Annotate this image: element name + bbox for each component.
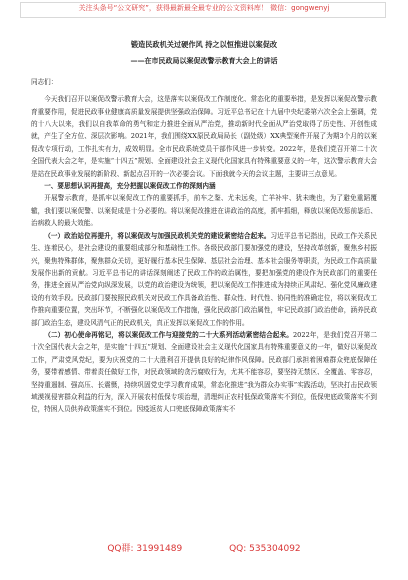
point1-body: 习近平总书记指出，民政工作关系民生、连着民心，是社会建设的重要组成部分和基础性工作。各级民政部门要加强党的建设，坚持改革创新，聚焦乡村振兴，聚焦特殊群体，聚焦群众关切，更好履行基本民生保障、基层社会治理、基本社会服务等职责，为民政工作高质量发展作出新的贡献。习近平总书记的讲话深刻阐述了民政工作的政治属性，要把加强党的建设作为民政部门的重要任务，推进全面从严治党向纵深发展，以党的政治建设为统领，把以案促改工作推进成为持续正风肃纪、强化党风廉政建设的有效手段。民政部门要按照民政机关对民政工作具备政治性、群众性、时代性、协同性的准确定位，将以案促改工作推向重要位置，突出环节，不断强化以案促改工作措施，强化民政部门政治属性，牢记民政部门政治使命，涵养民政部门政治生态，建设风清气正的民政机关，真正发挥以案促改工作的作用。 xyxy=(31,231,378,327)
promo-banner-text: 关注头条号“公文研究”，获得最新最全最专业的公文资料库！ 微信：gongwenyj xyxy=(78,4,330,12)
qq-contact-text: QQ: 535304092 xyxy=(229,544,301,554)
point1-paragraph xyxy=(31,230,377,329)
section-heading-1: 一、要思想认识再提高，充分把握以案促改工作的深刻内涵 xyxy=(44,182,216,191)
salutation: 同志们： xyxy=(31,77,58,86)
qq-group-text: QQ群: 31991489 xyxy=(107,544,183,554)
point2-lead: （二）初心使命再铭记，将以案促改工作与迎接党的二十大系列活动紧密结合起来。 xyxy=(44,330,293,339)
document-subtitle: ——在市民政局以案促改警示教育大会上的讲话 xyxy=(130,56,278,66)
promo-banner xyxy=(0,0,408,22)
section1-paragraph: 开展警示教育，是抓牢以案促改工作的重要抓手，前车之鉴、尤未远矣，亡羊补牢、犹未晚也，为了避免重蹈覆辙，我们要以案促警、以案促成是十分必要的。将以案促改推进在讲政治的高度，抓牢抓细，释放以案促改惩前毖后、治病救人的最大效能。 xyxy=(31,194,377,228)
point2-body: 2022年，是我们党召开第二十次全国代表大会之年，是实施“十四五”规划、全面建设社会主义现代化国家具有特殊重要意义的一年，做好以案促改工作，严肃党风党纪，要为庆祝党的二十大胜利召开提供良好的纪律作风保障。民政部门承担着困难群众兜底保障任务，要带着感情、带着责任做好工作，对民政领域的贪污腐败行为，尤其不能容忍，要坚持无禁区、全覆盖、零容忍，坚持重遏制、强高压、长震慑，持续巩固党史学习教育成果，常态化推进“我为群众办实事”实践活动，坚决打击民政领域漠视侵害群众利益的行为，深入开展农村低保专项治理，清理纠正农村低保政策落实不到位，低保兜底政策落实不到位，特困人员供养政策落实不到位。因疫返贫人口兜底保障政策落实不 xyxy=(31,330,378,414)
document-body xyxy=(31,39,377,416)
intro-paragraph: 今天我们召开以案促改警示教育大会，这是落实以案促改工作制度化、常态化的重要举措，是发挥以案促改警示教育重要作用，促进民政事业健康高质量发展提供坚强政治保障。习近平总书记在十九届中央纪委第六次全会上强调，党的十八大以来，我们以自我革命的勇气和定力推进全面从严治党，推动新时代全面从严治党取得了历史性、开创性成就，产生了全方位、深层次影响。2021年，我们围绕XX原民政局局长（副处级）XX典型案件开展了为期3个月的以案促改专项行动，工作扎实有力，成效明显。全市民政系统党员干部作风进一步转变。2022年，是我们党召开第二十次全国代表大会之年，是实施“十四五”规划、全面建设社会主义现代化国家具有特殊重要意义的一年，这次警示教育大会是站在民政事业发展的新阶段、新起点召开的一次必要会议。下面我就今天的会议主题，主要讲三点意见。 xyxy=(31,95,377,178)
point2-paragraph xyxy=(31,329,377,416)
document-title: 锻造民政机关过硬作风 持之以恒推进以案促改 xyxy=(130,40,278,49)
point1-lead: （一）政治站位再提升，将以案促改与加强民政机关党的建设紧密结合起来。 xyxy=(44,231,271,240)
contact-footer xyxy=(0,541,408,554)
